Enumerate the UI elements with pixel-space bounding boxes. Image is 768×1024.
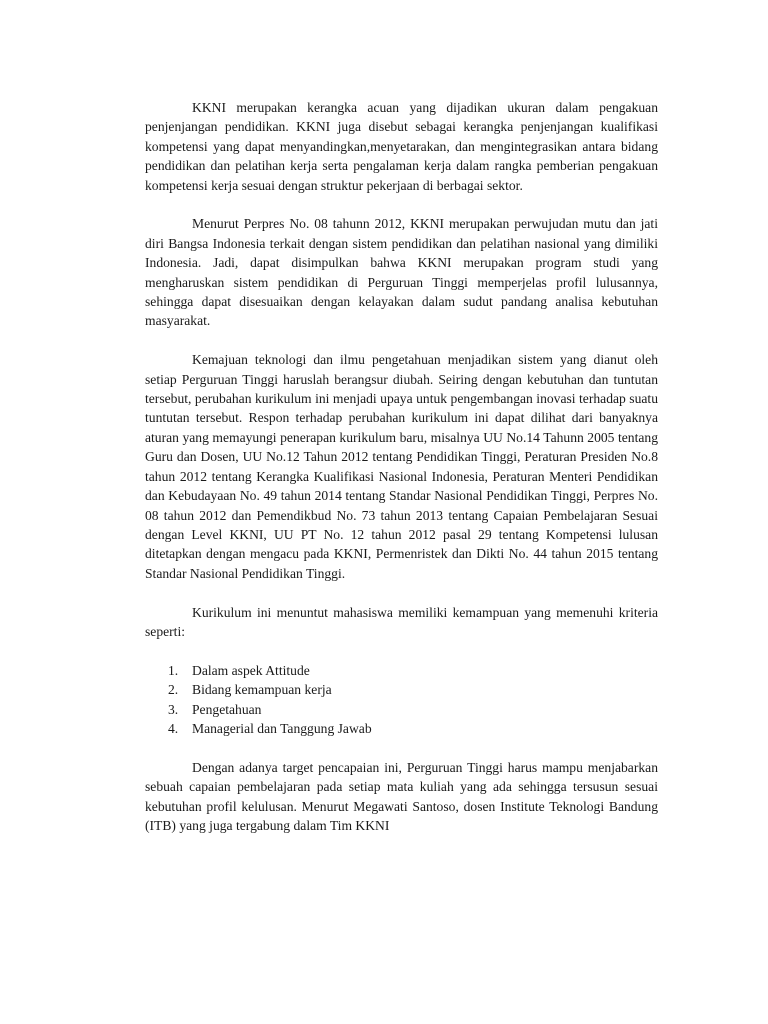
- list-item-text: Bidang kemampuan kerja: [192, 682, 332, 698]
- paragraph-criteria-intro: Kurikulum ini menuntut mahasiswa memiliki kemampuan yang memenuhi kriteria seperti:: [145, 604, 658, 639]
- list-item-number: 3.: [168, 701, 179, 717]
- list-item-number: 1.: [168, 662, 179, 678]
- paragraph-curriculum-change: Kemajuan teknologi dan ilmu pengetahuan menjadikan sistem yang dianut oleh setiap Perguruan Tinggi haruslah berangsur diubah. Seiring dengan kebutuhan dan tuntutan tersebut, perubahan kurikulum ini menjadi upaya untuk pengembangan inovasi terhadap suatu tuntutan tersebut. Respon terhadap perubahan kurikulum ini dapat dilihat dari banyaknya aturan yang memayungi penerapan kurikulum baru, misalnya UU No.14 Tahunn 2005 tentang Guru dan Dosen, UU No.12 Tahun 2012 tentang Pendidikan Tinggi, Peraturan Presiden No.8 tahun 2012 tentang Kerangka Kualifikasi Nasional Indonesia, Peraturan Menteri Pendidikan dan Kebudayaan No. 49 tahun 2014 tentang Standar Nasional Pendidikan Tinggi, Perpres No. 08 tahun 2012 dan Pemendikbud No. 73 tahun 2013 tentang Capaian Pembelajaran Sesuai dengan Level KKNI, UU PT No. 12 tahun 2012 pasal 29 tentang Kompetensi lulusan ditetapkan dengan mengacu pada KKNI, Permenristek dan Dikti No. 44 tahun 2015 tentang Standar Nasional Pendidikan Tinggi.: [145, 352, 658, 581]
- paragraph-closing: Dengan adanya target pencapaian ini, Perguruan Tinggi harus mampu menjabarkan sebuah capaian pembelajaran pada setiap mata kuliah yang ada sehingga tersusun sesuai kebutuhan profil kelulusan. Menurut Megawati Santoso, dosen Institute Teknologi Bandung (ITB) yang juga tergabung dalam Tim KKNI: [145, 759, 658, 833]
- list-item-number: 2.: [168, 682, 179, 698]
- list-item: [145, 700, 658, 719]
- list-item-number: 4.: [168, 720, 179, 736]
- paragraph-perpres: Menurut Perpres No. 08 tahunn 2012, KKNI merupakan perwujudan mutu dan jati diri Bangsa Indonesia terkait dengan sistem pendidikan dan pelatihan nasional yang dimiliki Indonesia. Jadi, dapat disimpulkan bahwa KKNI merupakan program studi yang mengharuskan sistem pendidikan di Perguruan Tinggi memperjelas profil lulusannya, sehingga dapat disesuaikan dengan kelayakan dalam sudut pandang analisa kebutuhan masyarakat.: [145, 216, 658, 329]
- criteria-list: [145, 661, 658, 739]
- paragraph-kkni-definition: KKNI merupakan kerangka acuan yang dijadikan ukuran dalam pengakuan penjenjangan pendidikan. KKNI juga disebut sebagai kerangka penjenjangan kualifikasi kompetensi yang dapat menyandingkan,menyetarakan, dan mengintegrasikan antara bidang pendidikan dan pelatihan kerja serta pengalaman kerja dalam rangka pemberian pengakuan kompetensi kerja sesuai dengan struktur pekerjaan di berbagai sektor.: [145, 100, 658, 193]
- list-item-text: Managerial dan Tanggung Jawab: [192, 720, 372, 736]
- document-page: [145, 98, 658, 835]
- list-item: [145, 680, 658, 699]
- list-item: [145, 661, 658, 680]
- list-item-text: Pengetahuan: [192, 701, 262, 717]
- list-item: [145, 719, 658, 738]
- list-item-text: Dalam aspek Attitude: [192, 662, 310, 678]
